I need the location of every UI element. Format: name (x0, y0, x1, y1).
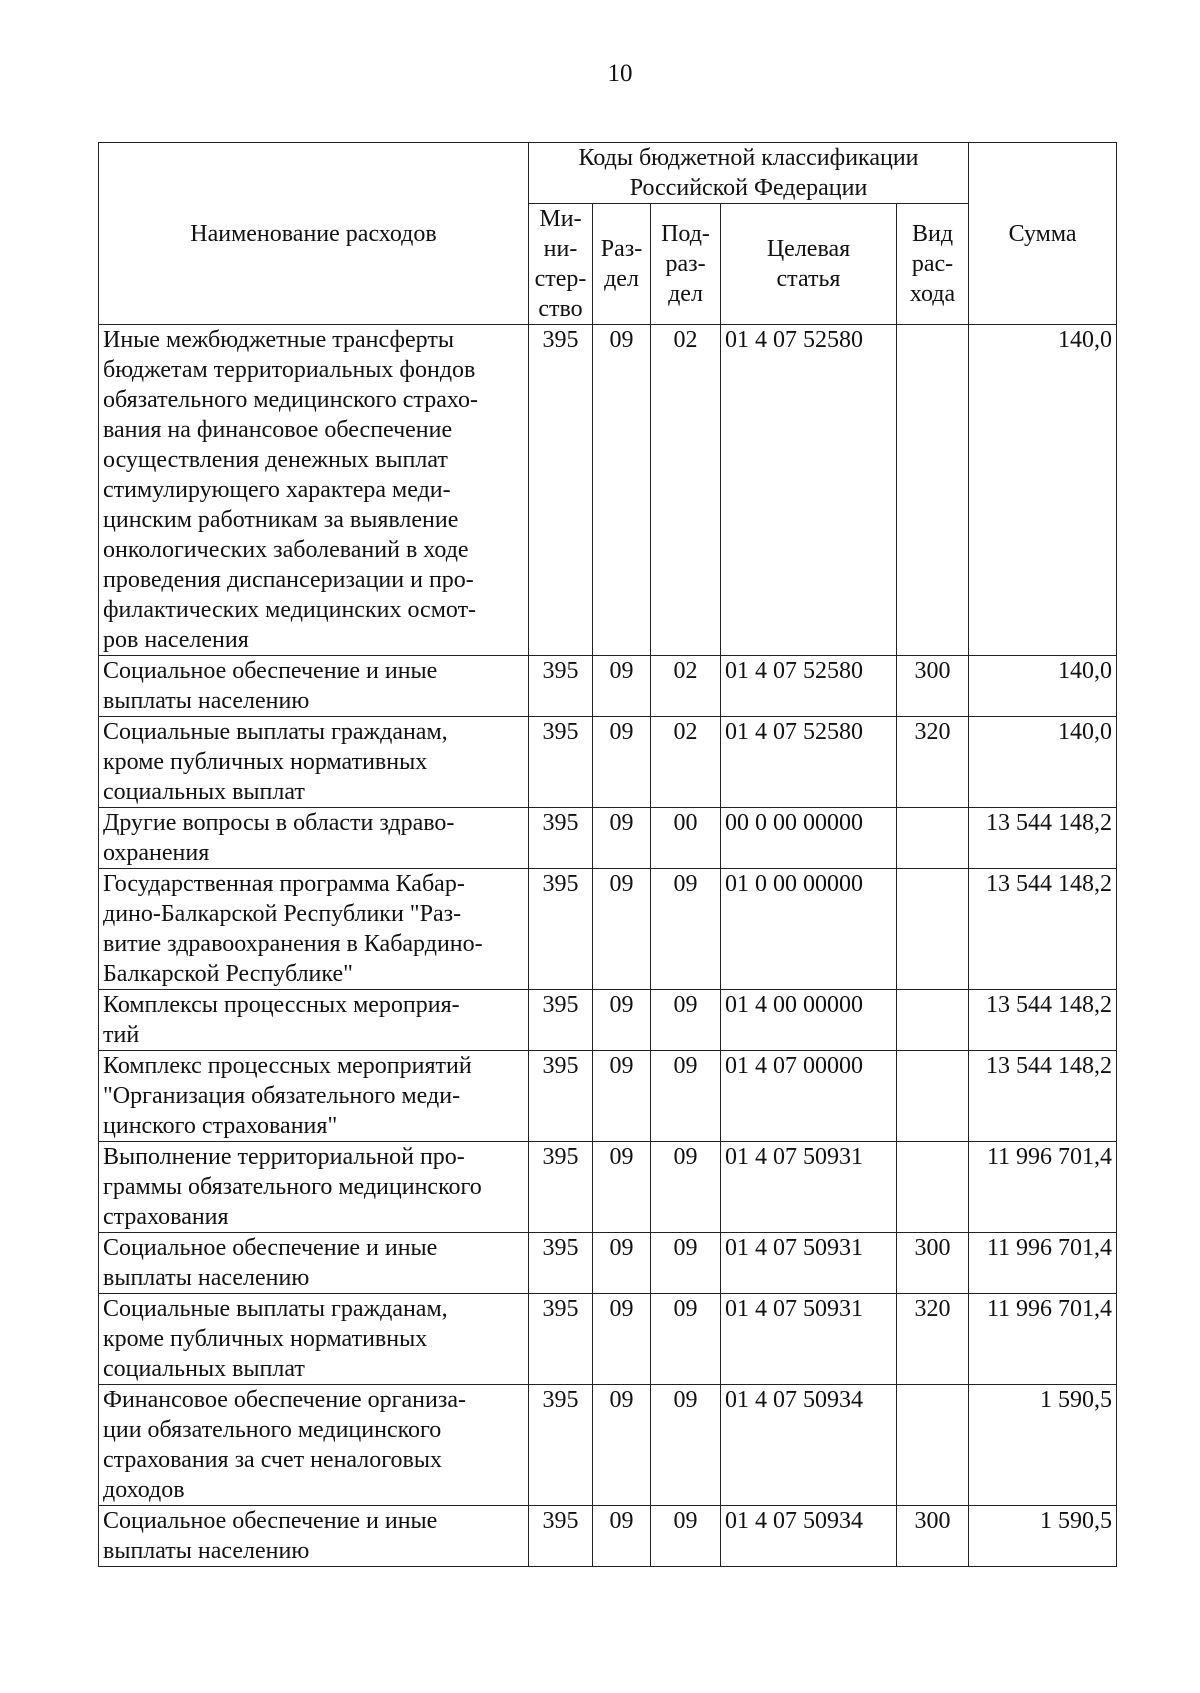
table-body (99, 325, 1117, 1567)
table-row (99, 1385, 1117, 1506)
target-article-code: 01 0 00 00000 (721, 869, 897, 990)
table-row (99, 656, 1117, 717)
expense-name (99, 808, 529, 869)
header-target-line: Целевая (766, 236, 851, 262)
header-ministry-line: Ми- (539, 206, 582, 232)
expense-name-line: доходов (103, 1477, 185, 1503)
expense-name-line: цинского страхования" (103, 1113, 338, 1139)
expense-type-code (897, 325, 969, 656)
sum-value: 13 544 148,2 (969, 808, 1117, 869)
subsection-code: 09 (651, 1233, 721, 1294)
section-code: 09 (593, 717, 651, 808)
table-row (99, 325, 1117, 656)
expense-name-line: осуществления денежных выплат (103, 447, 448, 473)
expense-name (99, 1294, 529, 1385)
expense-name-line: цинским работникам за выявление (103, 507, 459, 533)
expense-name-line: социальных выплат (103, 1356, 305, 1382)
subsection-code: 09 (651, 1051, 721, 1142)
expense-type-code: 300 (897, 1233, 969, 1294)
expense-name-line: выплаты населению (103, 688, 310, 714)
section-code: 09 (593, 869, 651, 990)
ministry-code: 395 (529, 717, 593, 808)
subsection-code: 00 (651, 808, 721, 869)
expense-name-line: страхования за счет неналоговых (103, 1447, 442, 1473)
section-code: 09 (593, 325, 651, 656)
page-number: 10 (607, 60, 633, 87)
table-row (99, 990, 1117, 1051)
expense-name-line: Социальные выплаты гражданам, (103, 1296, 448, 1322)
expense-name-line: Иные межбюджетные трансферты (103, 327, 454, 353)
sum-value: 11 996 701,4 (969, 1142, 1117, 1233)
expense-type-code: 300 (897, 656, 969, 717)
section-code: 09 (593, 808, 651, 869)
expense-type-code (897, 869, 969, 990)
expense-name (99, 1385, 529, 1506)
section-code: 09 (593, 1051, 651, 1142)
header-section-line: дел (604, 266, 639, 292)
ministry-code: 395 (529, 869, 593, 990)
table-row (99, 869, 1117, 990)
expense-name (99, 1233, 529, 1294)
expense-name (99, 1506, 529, 1567)
expense-name (99, 325, 529, 656)
header-expense-type-line: рас- (911, 251, 954, 277)
section-code: 09 (593, 1233, 651, 1294)
sum-value: 11 996 701,4 (969, 1233, 1117, 1294)
table-row (99, 1294, 1117, 1385)
expense-name-line: стимулирующего характера меди- (103, 477, 451, 503)
expense-name-line: ции обязательного медицинского (103, 1417, 442, 1443)
expense-name-line: граммы обязательного медицинского (103, 1174, 482, 1200)
expense-type-code (897, 1142, 969, 1233)
ministry-code: 395 (529, 990, 593, 1051)
expense-name-line: Другие вопросы в области здраво- (103, 810, 455, 836)
table-header (99, 143, 1117, 325)
sum-value: 140,0 (969, 656, 1117, 717)
target-article-code: 01 4 07 00000 (721, 1051, 897, 1142)
ministry-code: 395 (529, 808, 593, 869)
section-code: 09 (593, 1294, 651, 1385)
subsection-code: 09 (651, 1385, 721, 1506)
target-article-code: 00 0 00 00000 (721, 808, 897, 869)
expense-name-line: онкологических заболеваний в ходе (103, 537, 469, 563)
target-article-code: 01 4 07 52580 (721, 717, 897, 808)
header-expense-type-line: хода (909, 281, 956, 307)
expense-name-line: Комплекс процессных мероприятий (103, 1053, 472, 1079)
expense-name-line: Социальное обеспечение и иные (103, 1508, 438, 1534)
header-ministry (529, 204, 593, 325)
ministry-code: 395 (529, 1385, 593, 1506)
target-article-code: 01 4 07 50934 (721, 1385, 897, 1506)
expense-name-line: Выполнение территориальной про- (103, 1144, 465, 1170)
sum-value: 13 544 148,2 (969, 869, 1117, 990)
subsection-code: 09 (651, 1294, 721, 1385)
header-expense-type-line: Вид (911, 221, 954, 247)
expense-name-line: выплаты населению (103, 1538, 310, 1564)
header-budget-codes: Коды бюджетной классификации Российской Федерации (529, 143, 969, 204)
table-row (99, 1051, 1117, 1142)
sum-value: 140,0 (969, 717, 1117, 808)
expense-type-code (897, 1051, 969, 1142)
ministry-code: 395 (529, 1294, 593, 1385)
header-row-top (99, 143, 1117, 204)
section-code: 09 (593, 1506, 651, 1567)
expense-name-line: вания на финансовое обеспечение (103, 417, 453, 443)
target-article-code: 01 4 07 50931 (721, 1142, 897, 1233)
header-expense-type (897, 204, 969, 325)
target-article-code: 01 4 07 52580 (721, 656, 897, 717)
header-subsection-line: раз- (665, 251, 706, 277)
table-row (99, 717, 1117, 808)
expense-name-line: проведения диспансеризации и про- (103, 567, 474, 593)
header-name: Наименование расходов (99, 143, 529, 325)
expense-name-line: обязательного медицинского страхо- (103, 387, 478, 413)
section-code: 09 (593, 1142, 651, 1233)
expense-name-line: дино-Балкарской Республики "Раз- (103, 901, 462, 927)
section-code: 09 (593, 656, 651, 717)
expense-type-code (897, 808, 969, 869)
expense-name-line: Социальные выплаты гражданам, (103, 719, 448, 745)
expense-name-line: Финансовое обеспечение организа- (103, 1387, 466, 1413)
ministry-code: 395 (529, 656, 593, 717)
target-article-code: 01 4 00 00000 (721, 990, 897, 1051)
expense-name-line: "Организация обязательного меди- (103, 1083, 461, 1109)
header-subsection-line: Под- (661, 221, 710, 247)
expense-name-line: кроме публичных нормативных (103, 749, 428, 775)
expense-name-line: Государственная программа Кабар- (103, 871, 465, 897)
sum-value: 13 544 148,2 (969, 1051, 1117, 1142)
header-target (721, 204, 897, 325)
header-sum: Сумма (969, 143, 1117, 325)
expense-name-line: социальных выплат (103, 779, 305, 805)
section-code: 09 (593, 990, 651, 1051)
expense-name (99, 990, 529, 1051)
expense-name-line: кроме публичных нормативных (103, 1326, 428, 1352)
header-section (593, 204, 651, 325)
expense-name-line: тий (103, 1022, 140, 1048)
expense-type-code: 320 (897, 1294, 969, 1385)
expense-name-line: охранения (103, 840, 210, 866)
expense-name-line: страхования (103, 1204, 229, 1230)
sum-value: 1 590,5 (969, 1506, 1117, 1567)
expense-name-line: Социальное обеспечение и иные (103, 658, 438, 684)
expense-name-line: Социальное обеспечение и иные (103, 1235, 438, 1261)
expense-name (99, 717, 529, 808)
table-row (99, 1142, 1117, 1233)
subsection-code: 02 (651, 717, 721, 808)
header-ministry-line: ство (538, 296, 583, 322)
expense-name (99, 656, 529, 717)
header-subsection-line: дел (668, 281, 703, 307)
sum-value: 1 590,5 (969, 1385, 1117, 1506)
expense-name-line: ров населения (103, 627, 249, 653)
header-target-line: статья (776, 266, 841, 292)
table-row (99, 808, 1117, 869)
ministry-code: 395 (529, 1051, 593, 1142)
ministry-code: 395 (529, 1506, 593, 1567)
sum-value: 140,0 (969, 325, 1117, 656)
expense-name (99, 1051, 529, 1142)
subsection-code: 02 (651, 656, 721, 717)
sum-value: 13 544 148,2 (969, 990, 1117, 1051)
expense-type-code: 300 (897, 1506, 969, 1567)
expense-name-line: Балкарской Республике" (103, 961, 353, 987)
expense-name (99, 869, 529, 990)
subsection-code: 09 (651, 1506, 721, 1567)
sum-value: 11 996 701,4 (969, 1294, 1117, 1385)
expense-type-code (897, 990, 969, 1051)
expense-name-line: витие здравоохранения в Кабардино- (103, 931, 483, 957)
budget-table (98, 142, 1117, 1567)
table-row (99, 1233, 1117, 1294)
header-ministry-line: ни- (543, 236, 578, 262)
subsection-code: 09 (651, 1142, 721, 1233)
expense-name-line: выплаты населению (103, 1265, 310, 1291)
target-article-code: 01 4 07 50934 (721, 1506, 897, 1567)
expense-name-line: филактических медицинских осмот- (103, 597, 477, 623)
subsection-code: 02 (651, 325, 721, 656)
section-code: 09 (593, 1385, 651, 1506)
expense-type-code (897, 1385, 969, 1506)
header-subsection (651, 204, 721, 325)
header-section-line: Раз- (600, 236, 643, 262)
expense-name (99, 1142, 529, 1233)
subsection-code: 09 (651, 990, 721, 1051)
ministry-code: 395 (529, 1142, 593, 1233)
target-article-code: 01 4 07 50931 (721, 1233, 897, 1294)
expense-name-line: Комплексы процессных мероприя- (103, 992, 460, 1018)
target-article-code: 01 4 07 52580 (721, 325, 897, 656)
expense-name-line: бюджетам территориальных фондов (103, 357, 476, 383)
ministry-code: 395 (529, 325, 593, 656)
table-row (99, 1506, 1117, 1567)
subsection-code: 09 (651, 869, 721, 990)
expense-type-code: 320 (897, 717, 969, 808)
ministry-code: 395 (529, 1233, 593, 1294)
target-article-code: 01 4 07 50931 (721, 1294, 897, 1385)
header-ministry-line: стер- (534, 266, 587, 292)
